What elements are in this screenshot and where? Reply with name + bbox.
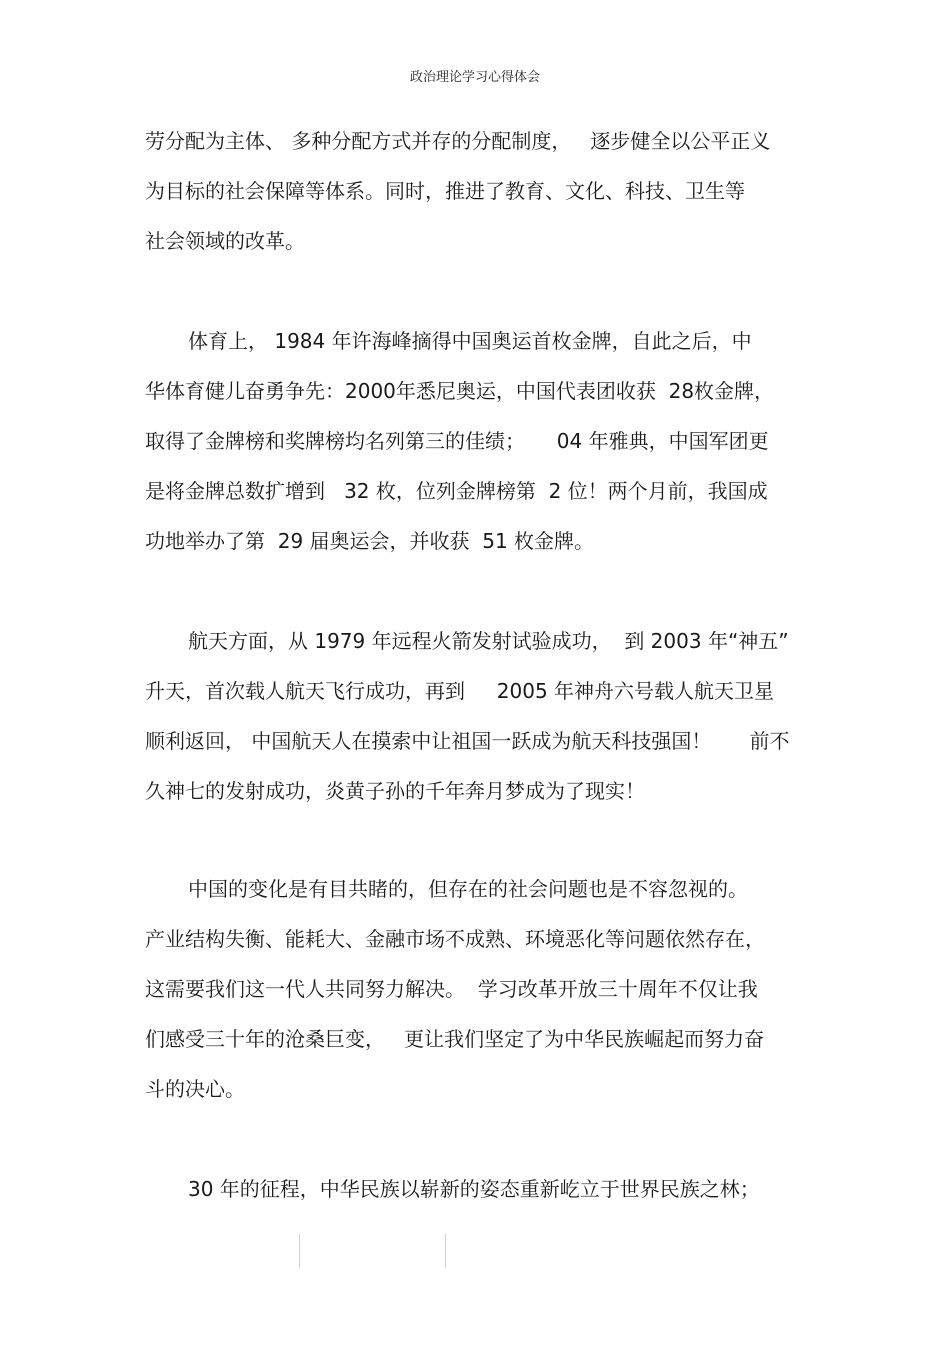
paragraph-1-line-3: 社会领域的改革。 — [145, 229, 305, 253]
paragraph-4-line-2: 产业结构失衡、能耗大、金融市场不成熟、环境恶化等问题依然存在， — [145, 927, 765, 951]
paragraph-3-line-4: 久神七的发射成功，炎黄子孙的千年奔月梦成为了现实！ — [145, 779, 645, 803]
divider-line — [445, 1234, 446, 1268]
paragraph-2-line-3: 取得了金牌榜和奖牌榜均名列第三的佳绩； 04 年雅典，中国军团更 — [145, 429, 769, 453]
paragraph-2-line-5: 功地举办了第 29 届奥运会，并收获 51 枚金牌。 — [145, 529, 595, 553]
paragraph-4-line-5: 斗的决心。 — [145, 1077, 245, 1101]
paragraph-3-line-3: 顺利返回， 中国航天人在摸索中让祖国一跃成为航天科技强国！ 前不 — [145, 729, 790, 753]
paragraph-2-line-4: 是将金牌总数扩增到 32 枚，位列金牌榜第 2 位！两个月前，我国成 — [145, 479, 768, 503]
paragraph-2-line-1: 体育上， 1984 年许海峰摘得中国奥运首枚金牌，自此之后，中 — [188, 329, 752, 353]
paragraph-3-line-1: 航天方面，从 1979 年远程火箭发射试验成功， 到 2003 年“神五” — [188, 629, 789, 653]
paragraph-3-line-2: 升天，首次载人航天飞行成功，再到 2005 年神舟六号载人航天卫星 — [145, 679, 775, 703]
paragraph-4-line-4: 们感受三十年的沧桑巨变， 更让我们坚定了为中华民族崛起而努力奋 — [145, 1027, 765, 1051]
paragraph-4-line-3: 这需要我们这一代人共同努力解决。 学习改革开放三十周年不仅让我 — [145, 977, 758, 1001]
paragraph-2-line-2: 华体育健儿奋勇争先：2000年悉尼奥运，中国代表团收获 28枚金牌， — [145, 379, 775, 403]
paragraph-1-line-1: 劳分配为主体、 多种分配方式并存的分配制度， 逐步健全以公平正义 — [145, 129, 771, 153]
paragraph-5-line-1: 30 年的征程，中华民族以崭新的姿态重新屹立于世界民族之林； — [188, 1177, 760, 1201]
paragraph-1-line-2: 为目标的社会保障等体系。同时，推进了教育、文化、科技、卫生等 — [145, 179, 745, 203]
page-header: 政治理论学习心得体会 — [409, 70, 540, 85]
paragraph-4-line-1: 中国的变化是有目共睹的，但存在的社会问题也是不容忽视的。 — [188, 877, 748, 901]
divider-line — [299, 1234, 300, 1268]
